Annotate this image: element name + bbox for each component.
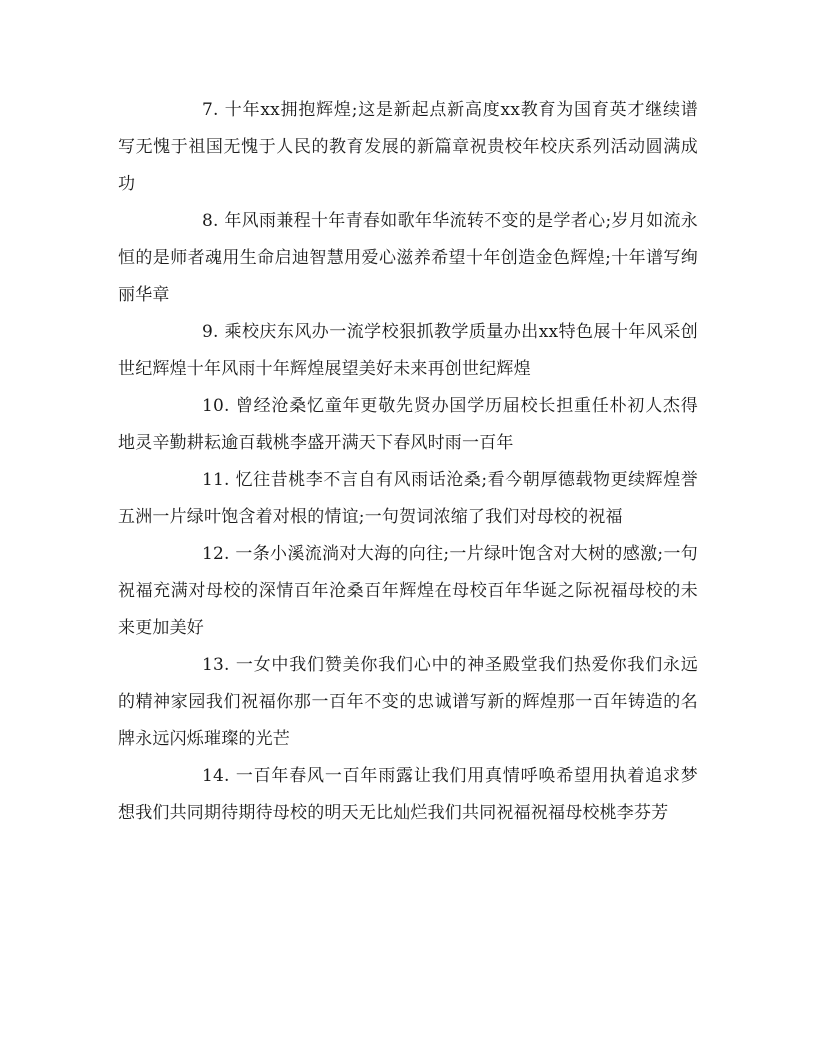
document-body — [118, 92, 698, 832]
paragraph-11: 11. 忆往昔桃李不言自有风雨话沧桑;看今朝厚德载物更续辉煌誉五洲一片绿叶饱含着对根的情谊;一句贺词浓缩了我们对母校的祝福 — [118, 470, 698, 527]
paragraph-12: 12. 一条小溪流淌对大海的向往;一片绿叶饱含对大树的感激;一句祝福充满对母校的深情百年沧桑百年辉煌在母校百年华诞之际祝福母校的未来更加美好 — [118, 544, 698, 638]
paragraph-7: 7. 十年xx拥抱辉煌;这是新起点新高度xx教育为国育英才继续谱写无愧于祖国无愧于人民的教育发展的新篇章祝贵校年校庆系列活动圆满成功 — [118, 100, 698, 194]
paragraph-9: 9. 乘校庆东风办一流学校狠抓教学质量办出xx特色展十年风采创世纪辉煌十年风雨十年辉煌展望美好未来再创世纪辉煌 — [118, 322, 698, 379]
paragraph-13: 13. 一女中我们赞美你我们心中的神圣殿堂我们热爱你我们永远的精神家园我们祝福你那一百年不变的忠诚谱写新的辉煌那一百年铸造的名牌永远闪烁璀璨的光芒 — [118, 655, 698, 749]
paragraph-8: 8. 年风雨兼程十年青春如歌年华流转不变的是学者心;岁月如流永恒的是师者魂用生命启迪智慧用爱心滋养希望十年创造金色辉煌;十年谱写绚丽华章 — [118, 211, 698, 305]
paragraph-10: 10. 曾经沧桑忆童年更敬先贤办国学历届校长担重任朴初人杰得地灵辛勤耕耘逾百载桃李盛开满天下春风时雨一百年 — [118, 396, 698, 453]
paragraph-14: 14. 一百年春风一百年雨露让我们用真情呼唤希望用执着追求梦想我们共同期待期待母校的明天无比灿烂我们共同祝福祝福母校桃李芬芳 — [118, 766, 698, 823]
